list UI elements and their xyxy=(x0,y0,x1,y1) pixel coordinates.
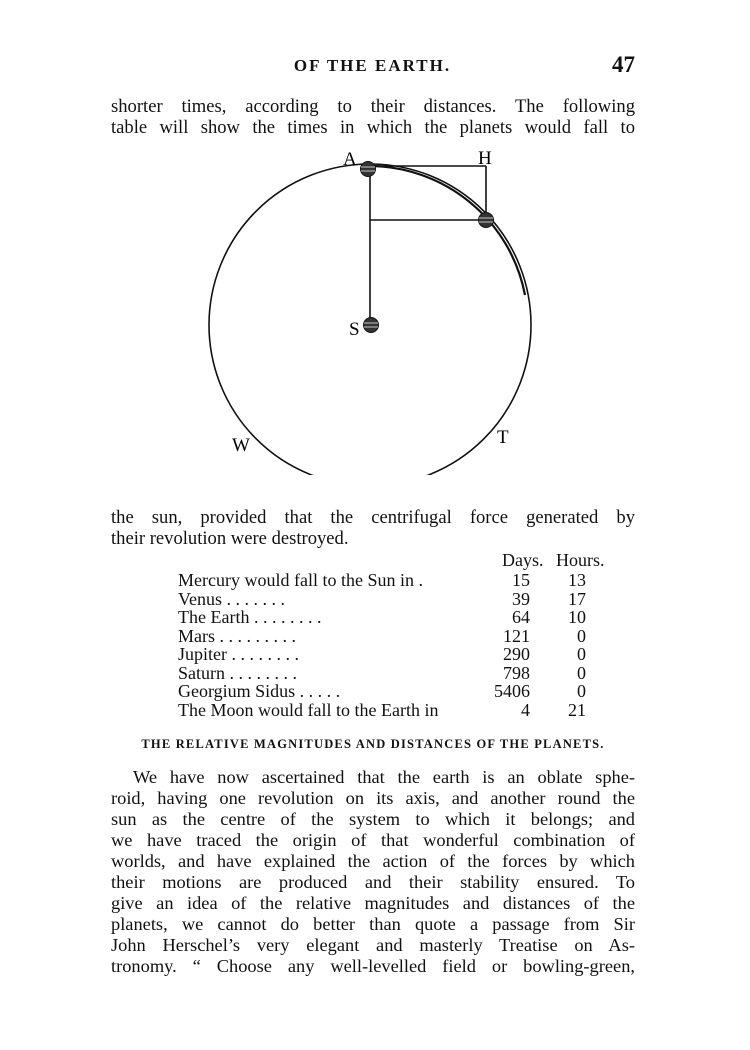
table-row xyxy=(178,681,618,700)
text-line: we have traced the origin of that wonderful combination of xyxy=(111,830,635,850)
row-label: Mars . . . . . . . . . xyxy=(178,625,296,646)
table-row xyxy=(178,607,618,626)
row-days: 290 xyxy=(503,644,530,664)
sun xyxy=(364,318,379,333)
label-h: H xyxy=(478,148,492,169)
row-label: The Earth . . . . . . . . xyxy=(178,607,322,627)
text-line: their motions are produced and their stability ensured. To xyxy=(111,872,635,892)
row-label: Venus . . . . . . . xyxy=(178,588,285,609)
table-row xyxy=(178,589,618,608)
row-days: 798 xyxy=(503,662,530,683)
row-hours: 10 xyxy=(568,607,586,627)
table-row xyxy=(178,700,618,719)
row-label: The Moon would fall to the Earth in xyxy=(178,699,439,720)
intro-paragraph xyxy=(111,96,635,138)
text-line: shorter times, according to their distances. The following xyxy=(111,96,635,117)
row-label: Georgium Sidus . . . . . xyxy=(178,681,341,701)
text-line: John Herschel’s very elegant and masterly Treatise on As- xyxy=(111,935,635,955)
label-w: W xyxy=(232,435,250,456)
row-label: Jupiter . . . . . . . . xyxy=(178,644,299,664)
row-hours: 17 xyxy=(568,588,586,609)
row-hours: 13 xyxy=(568,570,586,590)
table-row xyxy=(178,644,618,663)
text-line: their revolution were destroyed. xyxy=(111,528,349,549)
running-head: OF THE EARTH. xyxy=(293,56,452,75)
text-line: give an idea of the relative magnitudes and distances of the xyxy=(111,893,635,913)
text-line: sun as the centre of the system to which it belongs; and xyxy=(111,809,635,829)
column-header-hours: Hours. xyxy=(556,550,605,570)
text-line: We have now ascertained that the earth is an oblate sphe- xyxy=(133,767,635,787)
page-header xyxy=(110,52,635,84)
row-days: 121 xyxy=(503,625,530,646)
text-line: tronomy. “ Choose any well-levelled field or bowling-green, xyxy=(111,956,635,976)
row-days: 15 xyxy=(512,570,530,590)
planet-on-orbit xyxy=(479,213,494,228)
row-hours: 0 xyxy=(577,625,586,646)
fall-times-table xyxy=(178,550,618,718)
text-line: roid, having one revolution on its axis, and another round the xyxy=(111,788,635,808)
row-hours: 0 xyxy=(577,681,586,701)
column-header-days: Days. xyxy=(502,550,544,570)
row-hours: 21 xyxy=(568,699,586,720)
row-label: Mercury would fall to the Sun in . xyxy=(178,570,423,590)
continuation-paragraph xyxy=(111,507,635,549)
row-days: 39 xyxy=(512,588,530,609)
row-days: 5406 xyxy=(494,681,530,701)
label-t: T xyxy=(497,427,509,448)
text-line: planets, we cannot do better than quote a passage from Sir xyxy=(111,914,635,934)
table-header-row xyxy=(178,550,618,570)
row-hours: 0 xyxy=(577,662,586,683)
text-line: table will show the times in which the planets would fall to xyxy=(111,117,635,138)
page-number: 47 xyxy=(612,52,635,77)
row-hours: 0 xyxy=(577,644,586,664)
table-row xyxy=(178,663,618,682)
table-row xyxy=(178,626,618,645)
label-a: A xyxy=(343,149,357,170)
text-line: worlds, and have explained the action of the forces by which xyxy=(111,851,635,871)
section-paragraph xyxy=(111,767,635,977)
table-row xyxy=(178,570,618,589)
table-body xyxy=(178,570,618,718)
section-heading: THE RELATIVE MAGNITUDES AND DISTANCES OF THE PLANETS. xyxy=(141,737,605,751)
label-s: S xyxy=(349,319,360,340)
text-line: the sun, provided that the centrifugal force generated by xyxy=(111,507,635,528)
planet-at-a xyxy=(361,162,376,177)
orbit-arc xyxy=(370,166,525,295)
orbit-diagram xyxy=(200,145,560,475)
row-days: 64 xyxy=(512,607,530,627)
row-days: 4 xyxy=(521,699,530,720)
row-label: Saturn . . . . . . . . xyxy=(178,662,297,683)
